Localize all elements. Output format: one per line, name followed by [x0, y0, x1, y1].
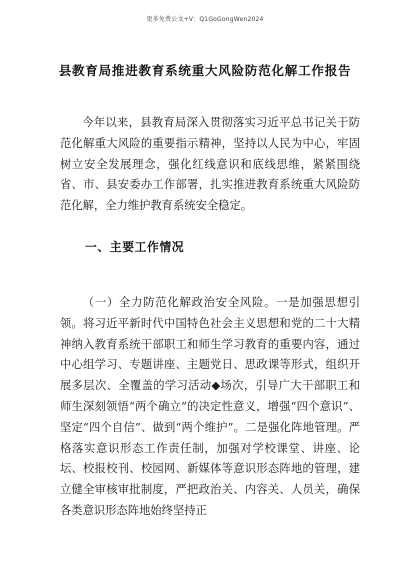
document-title: 县教育局推进教育系统重大风险防范化解工作报告	[58, 63, 352, 78]
body-paragraph	[60, 293, 360, 522]
section-heading: 一、主要工作情况	[85, 240, 185, 254]
body-paragraph-text: （一）全力防范化解政治安全风险。一是加强思想引领。将习近平新时代中国特色社会主义思想和党的二十大精神纳入教育系统干部职工和师生学习教育的重要内容，通过中心组学习、专题讲座、主题党日、思政课等形式，组织开展多层次、全覆盖的学习活动◆场次，引导广大干部职工和师生深刻领悟“两个确立”的决定性意义，增强“四个意识”、坚定“四个自信”、做到“两个维护”。二是强化阵地管理。严格落实意识形态工作责任制，加强对学校课堂、讲座、论坛、校报校刊、校园网、新媒体等意识形态阵地的管理，建立健全审核审批制度，严把政治关、内容关、人员关，确保各类意识形态阵地始终坚持正	[60, 296, 360, 517]
intro-paragraph-text: 今年以来，县教育局深入贯彻落实习近平总书记关于防范化解重大风险的重要指示精神，坚持以人民为中心，牢固树立安全发展理念，强化红线意识和底线思维，紧紧围绕省、市、县安委办工作部署，扎实推进教育系统重大风险防范化解，全力维护教育系统安全稳定。	[60, 116, 360, 213]
intro-paragraph	[60, 113, 360, 217]
header-note: 更多免费公文+V：Q1GoGongWen2024	[146, 16, 264, 23]
